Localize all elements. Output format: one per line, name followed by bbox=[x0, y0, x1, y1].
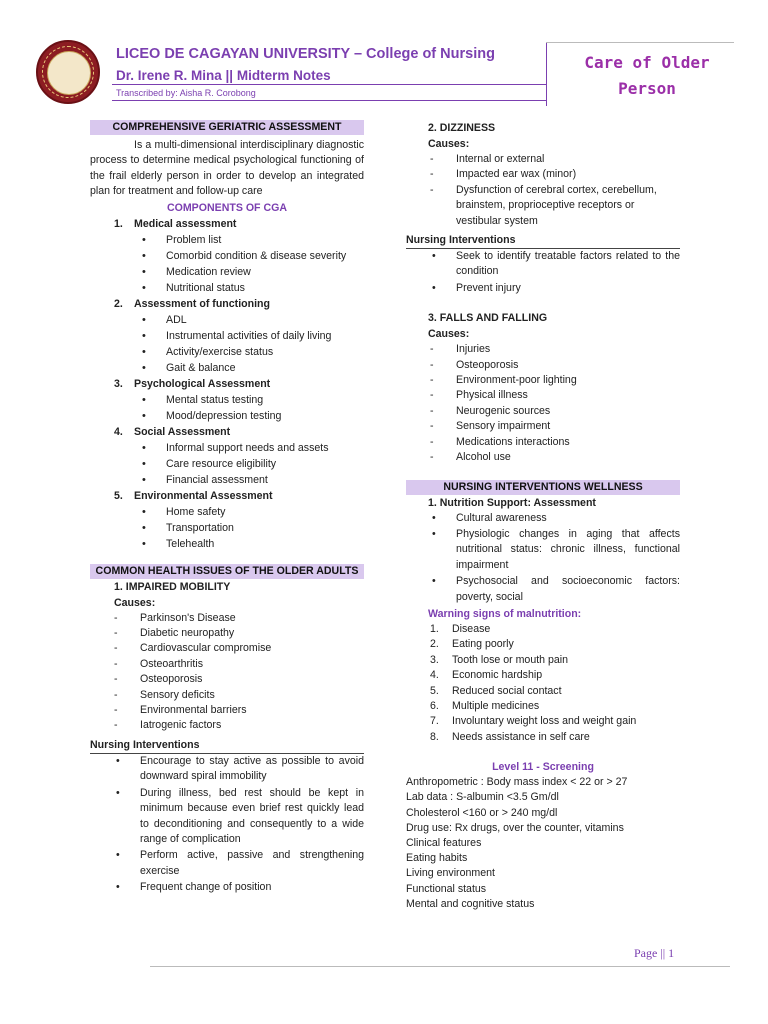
component-item: • Transportation bbox=[90, 520, 364, 536]
components-list bbox=[90, 216, 364, 552]
mobility-causes-list bbox=[90, 611, 364, 734]
warning-number: 2. bbox=[430, 638, 439, 651]
component-number: 1. bbox=[114, 217, 123, 230]
warning-text: Disease bbox=[452, 622, 491, 635]
page-number: Page || 1 bbox=[634, 946, 675, 960]
cause-item: - Physical illness bbox=[406, 388, 680, 403]
dizziness-interventions-list bbox=[406, 249, 680, 296]
component-number: 4. bbox=[114, 425, 123, 438]
subject-line-1: Care of Older bbox=[584, 53, 710, 72]
lecturer-line: Dr. Irene R. Mina || Midterm Notes bbox=[116, 68, 331, 83]
component-item: • Comorbid condition & disease severity bbox=[90, 248, 364, 264]
cause-item: - Neurogenic sources bbox=[406, 404, 680, 419]
warning-signs-list bbox=[406, 622, 680, 745]
warning-title: Warning signs of malnutrition: bbox=[428, 607, 582, 620]
component-item: • Care resource eligibility bbox=[90, 456, 364, 472]
dizziness-interventions-label: Nursing Interventions bbox=[406, 232, 680, 249]
header-top-rule bbox=[546, 42, 734, 43]
intervention-item: • Seek to identify treatable factors related to the condition bbox=[406, 249, 680, 280]
warning-number: 8. bbox=[430, 730, 439, 743]
header-vertical-divider bbox=[546, 42, 547, 106]
component-label: Medical assessment bbox=[134, 217, 237, 230]
component-number: 5. bbox=[114, 489, 123, 502]
component-label: Assessment of functioning bbox=[134, 297, 270, 310]
nutrition-item: • Psychosocial and socioeconomic factors: poverty, social bbox=[406, 574, 680, 605]
screening-item: Clinical features bbox=[406, 837, 482, 849]
transcriber-line: Transcribed by: Aisha R. Corobong bbox=[116, 88, 256, 98]
component-heading bbox=[90, 296, 364, 312]
warning-number: 3. bbox=[430, 653, 439, 666]
warning-number: 7. bbox=[430, 715, 439, 728]
component-item: • Activity/exercise status bbox=[90, 344, 364, 360]
cause-item: - Environmental barriers bbox=[90, 703, 364, 718]
intervention-item: • Perform active, passive and strengthening exercise bbox=[90, 848, 364, 879]
mobility-interventions-list bbox=[90, 754, 364, 896]
warning-item bbox=[406, 653, 680, 668]
dizziness-title: 2. DIZZINESS bbox=[428, 122, 496, 134]
falls-title: 3. FALLS AND FALLING bbox=[428, 312, 548, 325]
nutrition-item: • Physiologic changes in aging that affects nutritional status: chronic illness, functional impairment bbox=[406, 527, 680, 573]
component-items bbox=[90, 504, 364, 552]
falls-causes-label: Causes: bbox=[428, 328, 470, 341]
screening-item: Drug use: Rx drugs, over the counter, vitamins bbox=[406, 821, 624, 834]
screening-item: Anthropometric : Body mass index < 22 or > 27 bbox=[406, 776, 628, 789]
warning-number: 4. bbox=[430, 669, 439, 682]
wellness-title: NURSING INTERVENTIONS WELLNESS bbox=[406, 480, 680, 495]
warning-text: Multiple medicines bbox=[452, 699, 540, 712]
level-screening-title: Level 11 - Screening bbox=[492, 761, 594, 774]
cause-item: - Osteoporosis bbox=[406, 358, 680, 373]
warning-number: 5. bbox=[430, 684, 439, 697]
warning-text: Reduced social contact bbox=[452, 684, 562, 697]
component-items bbox=[90, 440, 364, 488]
cause-item: - Cardiovascular compromise bbox=[90, 641, 364, 656]
cause-item: - Sensory deficits bbox=[90, 688, 364, 703]
component-item: • Problem list bbox=[90, 232, 364, 248]
warning-text: Tooth lose or mouth pain bbox=[452, 653, 569, 666]
component-item: • Mood/depression testing bbox=[90, 408, 364, 424]
warning-number: 1. bbox=[430, 622, 439, 635]
warning-number: 6. bbox=[430, 699, 439, 712]
component-label: Psychological Assessment bbox=[134, 377, 271, 390]
warning-item bbox=[406, 684, 680, 699]
warning-item bbox=[406, 622, 680, 637]
intervention-item: • Prevent injury bbox=[406, 281, 680, 296]
mobility-interventions-label: Nursing Interventions bbox=[90, 737, 364, 754]
cause-item: - Sensory impairment bbox=[406, 419, 680, 434]
warning-text: Involuntary weight loss and weight gain bbox=[452, 715, 637, 728]
left-column bbox=[90, 120, 364, 897]
cga-title: COMPREHENSIVE GERIATRIC ASSESSMENT bbox=[90, 120, 364, 135]
nutrition-item: • Cultural awareness bbox=[406, 511, 680, 526]
screening-item: Cholesterol <160 or > 240 mg/dl bbox=[406, 806, 558, 819]
component-heading bbox=[90, 216, 364, 232]
component-heading bbox=[90, 376, 364, 392]
falls-causes-list bbox=[406, 342, 680, 465]
university-seal-logo bbox=[36, 40, 100, 104]
component-item: • Mental status testing bbox=[90, 392, 364, 408]
warning-item bbox=[406, 668, 680, 683]
cause-item: - Dysfunction of cerebral cortex, cerebellum, brainstem, proprioceptive receptors or vestibular system bbox=[406, 183, 680, 229]
dizziness-causes-label: Causes: bbox=[428, 138, 470, 150]
screening-item: Functional status bbox=[406, 882, 487, 895]
warning-item bbox=[406, 637, 680, 652]
cause-item: - Alcohol use bbox=[406, 450, 680, 465]
intervention-item: • During illness, bed rest should be kept in minimum because even brief rest quickly lead to deconditioning and consequently to a wide range of complication bbox=[90, 786, 364, 848]
component-number: 2. bbox=[114, 297, 123, 310]
component-item: • Instrumental activities of daily living bbox=[90, 328, 364, 344]
component-items bbox=[90, 232, 364, 296]
warning-item bbox=[406, 730, 680, 745]
impaired-mobility-title: 1. IMPAIRED MOBILITY bbox=[114, 580, 231, 593]
intervention-item: • Encourage to stay active as possible to avoid downward spiral immobility bbox=[90, 754, 364, 785]
warning-item bbox=[406, 714, 680, 729]
component-item: • Medication review bbox=[90, 264, 364, 280]
nutrition-title: 1. Nutrition Support: Assessment bbox=[428, 496, 596, 509]
warning-text: Eating poorly bbox=[452, 638, 514, 651]
component-items bbox=[90, 312, 364, 376]
cause-item: - Iatrogenic factors bbox=[90, 718, 364, 733]
component-heading bbox=[90, 488, 364, 504]
cga-paragraph: Is a multi-dimensional interdisciplinary diagnostic process to determine medical psychological functioning of the frail elderly person in order to develop an integrated plan for treatment and follow-up care bbox=[90, 139, 364, 198]
header-divider-2 bbox=[112, 100, 546, 101]
nutrition-list bbox=[406, 511, 680, 605]
component-label: Environmental Assessment bbox=[134, 489, 273, 502]
right-column bbox=[406, 120, 680, 912]
mobility-causes-label: Causes: bbox=[114, 596, 156, 609]
component-items bbox=[90, 392, 364, 424]
component-item: • Nutritional status bbox=[90, 280, 364, 296]
dizziness-causes-list bbox=[406, 152, 680, 229]
components-title: COMPONENTS OF CGA bbox=[166, 201, 288, 214]
warning-text: Economic hardship bbox=[452, 669, 543, 682]
screening-item: Mental and cognitive status bbox=[406, 897, 535, 910]
cause-item: - Impacted ear wax (minor) bbox=[406, 167, 680, 182]
common-health-title: COMMON HEALTH ISSUES OF THE OLDER ADULTS bbox=[90, 564, 364, 579]
component-item: • Informal support needs and assets bbox=[90, 440, 364, 456]
cause-item: - Osteoporosis bbox=[90, 672, 364, 687]
component-item: • Telehealth bbox=[90, 536, 364, 552]
university-title: LICEO DE CAGAYAN UNIVERSITY – College of Nursing bbox=[116, 46, 495, 62]
screening-item: Living environment bbox=[406, 867, 495, 880]
warning-text: Needs assistance in self care bbox=[452, 730, 590, 743]
cause-item: - Diabetic neuropathy bbox=[90, 626, 364, 641]
seal-emblem bbox=[47, 51, 91, 95]
component-item: • Financial assessment bbox=[90, 472, 364, 488]
subject-title bbox=[552, 50, 742, 102]
cause-item: - Parkinson's Disease bbox=[90, 611, 364, 626]
component-label: Social Assessment bbox=[134, 425, 231, 438]
cause-item: - Injuries bbox=[406, 342, 680, 357]
intervention-item: • Frequent change of position bbox=[90, 880, 364, 895]
cause-item: - Osteoarthritis bbox=[90, 657, 364, 672]
screening-list bbox=[406, 775, 680, 912]
subject-line-2: Person bbox=[618, 79, 676, 98]
component-item: • Home safety bbox=[90, 504, 364, 520]
component-item: • Gait & balance bbox=[90, 360, 364, 376]
screening-item: Lab data : S-albumin <3.5 Gm/dl bbox=[406, 791, 559, 804]
warning-item bbox=[406, 699, 680, 714]
component-heading bbox=[90, 424, 364, 440]
footer-rule bbox=[150, 966, 730, 967]
header-divider bbox=[112, 84, 546, 85]
component-item: • ADL bbox=[90, 312, 364, 328]
cause-item: - Medications interactions bbox=[406, 435, 680, 450]
cause-item: - Internal or external bbox=[406, 152, 680, 167]
cause-item: - Environment-poor lighting bbox=[406, 373, 680, 388]
component-number: 3. bbox=[114, 377, 123, 390]
screening-item: Eating habits bbox=[406, 852, 468, 865]
